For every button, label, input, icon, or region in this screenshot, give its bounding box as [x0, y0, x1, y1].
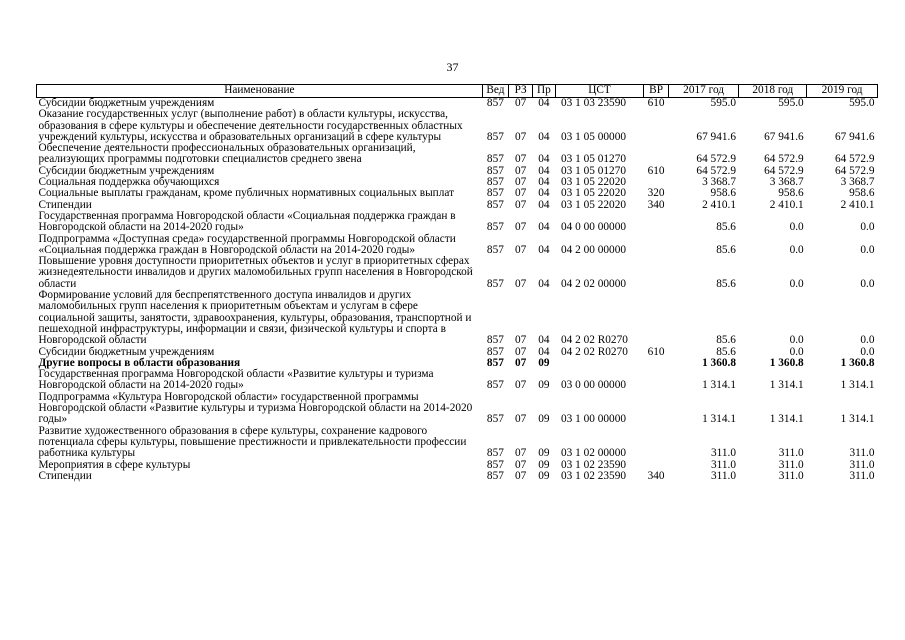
- header-pr: Пр: [533, 85, 555, 98]
- row-name: Социальные выплаты гражданам, кроме публичных нормативных социальных выплат: [38, 187, 455, 200]
- row-2017: 311.0: [710, 458, 736, 471]
- row-cst: [555, 358, 644, 369]
- header-2019: 2019 год: [807, 85, 878, 98]
- row-pr: 04: [538, 277, 550, 290]
- row-ved: 857: [486, 345, 504, 358]
- row-ved: 857: [486, 458, 504, 471]
- row-vr: 610: [647, 97, 665, 109]
- table-row: [37, 426, 878, 460]
- row-cst: 04 0 00 00000: [561, 221, 626, 234]
- header-vr: ВР: [644, 85, 668, 98]
- row-pr: 04: [538, 198, 550, 211]
- table-row: [37, 109, 878, 143]
- row-rz: 07: [515, 458, 527, 471]
- table-row: [37, 256, 878, 290]
- row-2019: 311.0: [849, 447, 875, 460]
- row-rz: 07: [515, 187, 527, 200]
- row-2019: 311.0: [849, 469, 875, 482]
- table-row: [37, 143, 878, 166]
- row-pr: 09: [538, 469, 550, 482]
- row-2017: 1 314.1: [702, 379, 736, 392]
- row-name: Другие вопросы в области образования: [38, 356, 241, 369]
- row-2017: 85.6: [716, 334, 736, 347]
- row-cst: 03 1 05 01270: [561, 164, 626, 177]
- row-2018: 0.0: [789, 345, 804, 358]
- row-2017: 958.6: [710, 187, 736, 200]
- row-2017: 311.0: [710, 469, 736, 482]
- row-ved: 857: [486, 97, 504, 109]
- row-vr: [644, 358, 668, 369]
- table-row: [37, 460, 878, 471]
- row-ved: 857: [486, 187, 504, 200]
- row-2018: 64 572.9: [764, 164, 804, 177]
- row-2017: 2 410.1: [702, 198, 736, 211]
- row-rz: 07: [515, 243, 527, 256]
- row-2019: 0.0: [860, 345, 875, 358]
- row-2019: 0.0: [860, 243, 875, 256]
- row-2017: 595.0: [710, 97, 736, 109]
- row-2019: 0.0: [860, 334, 875, 347]
- row-vr: [644, 290, 668, 346]
- row-ved: 857: [486, 356, 504, 369]
- header-2017: 2017 год: [668, 85, 739, 98]
- row-vr: [644, 143, 668, 166]
- table-row: [37, 369, 878, 392]
- row-cst: 03 1 02 23590: [561, 469, 626, 482]
- row-2019: 1 314.1: [840, 413, 875, 426]
- table-row: [37, 234, 878, 257]
- row-2018: 1 314.1: [769, 379, 804, 392]
- row-name: Государственная программа Новгородской области «Развитие культуры и туризма Новгородской области на 2014-2020 годы»: [38, 368, 434, 392]
- row-rz: 07: [515, 345, 527, 358]
- row-ved: 857: [486, 469, 504, 482]
- row-rz: 07: [515, 130, 527, 143]
- row-rz: 07: [515, 97, 527, 109]
- row-cst: 04 2 00 00000: [561, 243, 626, 256]
- row-pr: 04: [538, 164, 550, 177]
- row-ved: 857: [486, 198, 504, 211]
- header-rz: РЗ: [509, 85, 533, 98]
- row-2019: 958.6: [849, 187, 875, 200]
- row-vr: [644, 392, 668, 426]
- row-name: Развитие художественного образования в сфере культуры, сохранение кадрового потенциала сферы культуры, повышение престижности и привлекательности профессии работника культуры: [38, 424, 467, 460]
- page-number: 37: [446, 60, 459, 74]
- row-ved: 857: [486, 334, 504, 347]
- table-header-row: [37, 85, 878, 98]
- row-pr: 09: [538, 447, 550, 460]
- row-rz: 07: [515, 277, 527, 290]
- row-ved: 857: [486, 379, 504, 392]
- row-name: Стипендии: [38, 469, 92, 482]
- row-vr: 610: [647, 164, 665, 177]
- row-rz: 07: [515, 198, 527, 211]
- table-row: [37, 471, 878, 482]
- budget-table: [36, 84, 878, 482]
- row-2018: 64 572.9: [764, 153, 804, 166]
- row-rz: 07: [515, 153, 527, 166]
- row-rz: 07: [515, 413, 527, 426]
- row-cst: 04 2 02 R0270: [561, 334, 628, 347]
- row-pr: 04: [538, 97, 550, 109]
- row-vr: [644, 211, 668, 234]
- row-2018: 1 314.1: [769, 413, 804, 426]
- row-ved: 857: [486, 176, 504, 189]
- header-ved: Вед: [482, 85, 508, 98]
- row-name: Мероприятия в сфере культуры: [38, 458, 191, 471]
- table-row: [37, 188, 878, 199]
- row-cst: 03 1 00 00000: [561, 413, 626, 426]
- row-name: Субсидии бюджетным учреждениям: [38, 97, 215, 109]
- row-pr: 09: [538, 379, 550, 392]
- row-pr: 09: [538, 356, 550, 369]
- row-name: Подпрограмма «Культура Новгородской области» государственной программы Новгородской области «Развитие культуры и туризма Новгородской области на 2014-2020 годы»: [38, 390, 473, 426]
- row-2017: 64 572.9: [696, 153, 736, 166]
- row-2019: 595.0: [849, 97, 875, 109]
- row-name: Подпрограмма «Доступная среда» государственной программы Новгородской области «Социальная поддержка граждан в Новгородской области на 2014-2020 годы»: [38, 232, 456, 256]
- row-2018: 0.0: [789, 243, 804, 256]
- row-2017: 67 941.6: [696, 130, 736, 143]
- row-name: Обеспечение деятельности профессиональных образовательных организаций, реализующих программы подготовки специалистов среднего звена: [38, 142, 416, 166]
- row-pr: 09: [538, 413, 550, 426]
- row-pr: 04: [538, 345, 550, 358]
- row-rz: 07: [515, 379, 527, 392]
- header-cst: ЦСТ: [555, 85, 644, 98]
- row-pr: 04: [538, 243, 550, 256]
- row-2018: 311.0: [778, 469, 804, 482]
- row-pr: 04: [538, 334, 550, 347]
- row-2017: 64 572.9: [696, 164, 736, 177]
- row-name: Стипендии: [38, 198, 92, 211]
- row-name: Социальная поддержка обучающихся: [38, 176, 220, 189]
- row-2019: 0.0: [860, 221, 875, 234]
- row-2018: 311.0: [778, 447, 804, 460]
- row-2019: 67 941.6: [834, 130, 875, 143]
- row-cst: 03 0 00 00000: [561, 379, 626, 392]
- row-2018: 3 368.7: [769, 176, 804, 189]
- row-2019: 1 360.8: [840, 356, 875, 369]
- row-name: Формирование условий для беспрепятственного доступа инвалидов и других маломобильных групп населения к приоритетным объектам и услугам в сфере социальной защиты, занятости, здравоохранения, культуры, образования, транспортной и пешеходной инфраструктуры, информации и связи, физической культуры и спорта в Новгородской области: [38, 289, 472, 347]
- row-2018: 595.0: [778, 97, 804, 109]
- row-2019: 311.0: [849, 458, 875, 471]
- row-ved: 857: [486, 277, 504, 290]
- row-name: Оказание государственных услуг (выполнение работ) в области культуры, искусства, образования в сфере культуры и обеспечение деятельности государственных областных учреждений культуры, искусства и образовательных организаций в сфере культуры: [38, 108, 463, 143]
- row-2017: 85.6: [716, 243, 736, 256]
- row-cst: 03 1 05 22020: [561, 176, 626, 189]
- row-2018: 67 941.6: [764, 130, 804, 143]
- row-2018: 2 410.1: [769, 198, 804, 211]
- table-row: [37, 392, 878, 426]
- row-rz: 07: [515, 221, 527, 234]
- row-rz: 07: [515, 334, 527, 347]
- row-2018: 1 360.8: [769, 356, 804, 369]
- row-cst: 03 1 05 00000: [561, 130, 626, 143]
- row-2018: 0.0: [789, 334, 804, 347]
- row-vr: 340: [647, 198, 665, 211]
- row-2017: 1 314.1: [702, 413, 736, 426]
- row-rz: 07: [515, 447, 527, 460]
- row-2017: 85.6: [716, 221, 736, 234]
- header-name: Наименование: [37, 85, 483, 98]
- row-cst: 03 1 02 00000: [561, 447, 626, 460]
- row-cst: 03 1 05 22020: [561, 198, 626, 211]
- row-cst: 03 1 05 22020: [561, 187, 626, 200]
- row-rz: 07: [515, 164, 527, 177]
- row-2019: 2 410.1: [840, 198, 875, 211]
- row-pr: 04: [538, 176, 550, 189]
- row-vr: 320: [647, 187, 665, 200]
- table-body: [37, 98, 878, 483]
- row-ved: 857: [486, 153, 504, 166]
- row-name: Государственная программа Новгородской области «Социальная поддержка граждан в Новгородской области на 2014-2020 годы»: [38, 209, 456, 234]
- row-name: Субсидии бюджетным учреждениям: [38, 345, 215, 358]
- row-2018: 958.6: [778, 187, 804, 200]
- row-2018: 0.0: [789, 221, 804, 234]
- table-row: [37, 290, 878, 346]
- row-2018: 0.0: [789, 277, 804, 290]
- row-2017: 1 360.8: [702, 356, 736, 369]
- row-2019: 64 572.9: [834, 153, 875, 166]
- row-rz: 07: [515, 469, 527, 482]
- header-2018: 2018 год: [739, 85, 807, 98]
- row-vr: [644, 426, 668, 460]
- row-ved: 857: [486, 243, 504, 256]
- row-2019: 3 368.7: [840, 176, 875, 189]
- row-2017: 85.6: [716, 277, 736, 290]
- row-cst: 03 1 05 01270: [561, 153, 626, 166]
- row-name: Повышение уровня доступности приоритетных объектов и услуг в приоритетных сферах жизнедеятельности инвалидов и других маломобильных групп населения в Новгородской области: [38, 255, 473, 290]
- row-rz: 07: [515, 176, 527, 189]
- row-2017: 311.0: [710, 447, 736, 460]
- row-ved: 857: [486, 130, 504, 143]
- row-pr: 04: [538, 187, 550, 200]
- row-ved: 857: [486, 221, 504, 234]
- row-2017: 85.6: [716, 345, 736, 358]
- row-pr: 04: [538, 153, 550, 166]
- row-vr: [644, 369, 668, 392]
- row-ved: 857: [486, 447, 504, 460]
- row-cst: 04 2 02 R0270: [561, 345, 628, 358]
- row-vr: 340: [647, 469, 665, 482]
- row-cst: 03 1 02 23590: [561, 458, 626, 471]
- row-2019: 64 572.9: [834, 164, 875, 177]
- row-2019: 1 314.1: [840, 379, 875, 392]
- row-ved: 857: [486, 413, 504, 426]
- row-pr: 04: [538, 221, 550, 234]
- row-cst: 03 1 03 23590: [561, 97, 626, 109]
- row-pr: 04: [538, 130, 550, 143]
- row-name: Субсидии бюджетным учреждениям: [38, 164, 215, 177]
- row-2019: 0.0: [860, 277, 875, 290]
- row-pr: 09: [538, 458, 550, 471]
- row-vr: [644, 234, 668, 257]
- row-vr: [644, 109, 668, 143]
- row-vr: 610: [647, 345, 665, 358]
- row-vr: [644, 256, 668, 290]
- row-2018: 311.0: [778, 458, 804, 471]
- table-row: [37, 211, 878, 234]
- row-ved: 857: [486, 164, 504, 177]
- row-rz: 07: [515, 356, 527, 369]
- row-2017: 3 368.7: [702, 176, 736, 189]
- row-cst: 04 2 02 00000: [561, 277, 626, 290]
